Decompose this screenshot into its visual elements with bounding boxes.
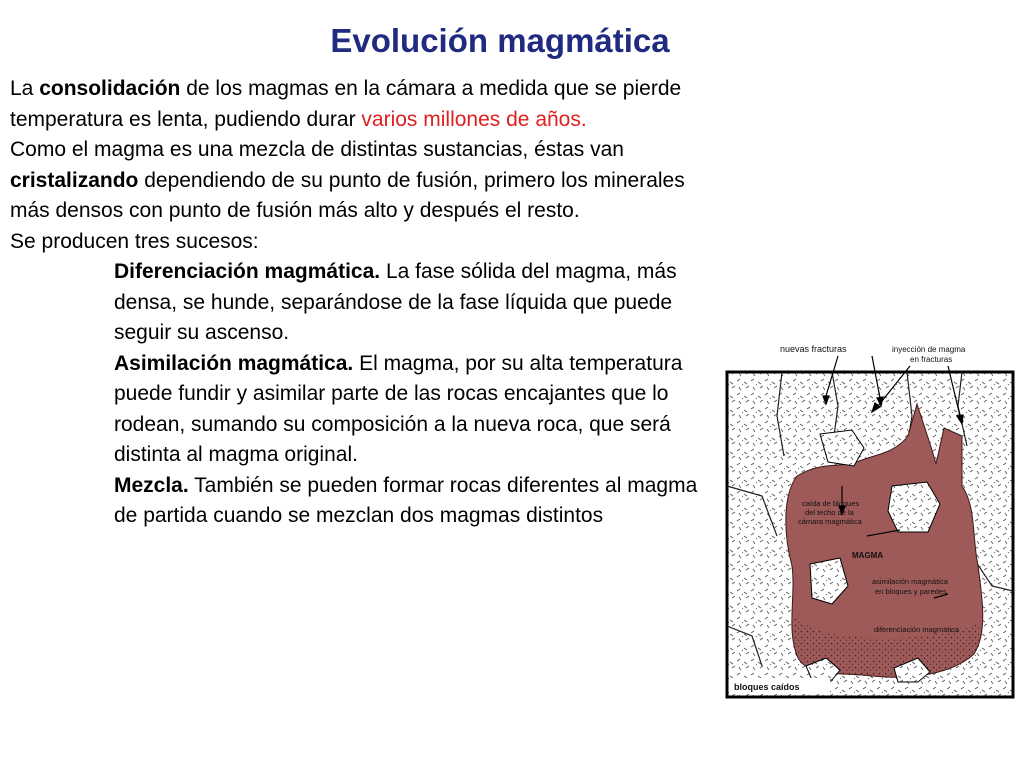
label-injection-1: inyección de magma (892, 345, 966, 354)
event-term: Asimilación magmática. (114, 351, 354, 375)
text-segment: La (10, 77, 40, 100)
event-differentiation (10, 257, 720, 349)
label-differentiation: diferenciación magmática (874, 625, 960, 634)
event-text: El magma, por su alta temperatura puede fundir y asimilar parte de las rocas encajantes que lo rodean, sumando su composición a la nueva roca, que será distinta al magma original. (114, 351, 683, 466)
label-assimilation-2: en bloques y paredes (875, 587, 947, 596)
bold-term-cristalizando: cristalizando (10, 168, 139, 192)
highlight-duration: varios millones de años. (361, 107, 587, 131)
label-fallen-blocks: bloques caídos (734, 682, 800, 692)
event-text: También se pueden formar rocas diferentes al magma de partida cuando se mezclan dos magmas distintos (114, 473, 698, 527)
paragraph-events-intro: Se producen tres sucesos: (10, 229, 259, 253)
paragraph-crystallization (10, 135, 720, 227)
event-term: Diferenciación magmática. (114, 260, 381, 283)
label-injection-2: en fracturas (910, 355, 953, 364)
text-segment: dependiendo de su punto de fusión, primero los minerales más densos con punto de fusión más alto y después el resto. (10, 168, 685, 222)
bold-term-consolidacion: consolidación (39, 77, 181, 100)
event-assimilation (10, 349, 720, 471)
event-text: La fase sólida del magma, más densa, se hunde, separándose de la fase líquida que puede seguir su ascenso. (114, 260, 677, 344)
event-term: Mezcla. (114, 473, 189, 497)
label-new-fractures: nuevas fracturas (780, 344, 847, 354)
label-roof-3: cámara magmática (798, 517, 862, 526)
label-magma: MAGMA (852, 551, 884, 560)
text-segment: Como el magma es una mezcla de distintas sustancias, éstas van (10, 138, 624, 161)
magma-chamber-diagram (722, 336, 1016, 700)
body-text (10, 74, 720, 532)
slide-title: Evolución magmática (330, 22, 670, 59)
label-roof-2: del techo de la (805, 508, 854, 517)
label-roof-1: caída de bloques (802, 499, 860, 508)
event-mixing (10, 471, 720, 532)
label-assimilation-1: asimilación magmática (872, 577, 948, 586)
paragraph-consolidation (10, 74, 720, 135)
text-segment: de los magmas en la cámara a medida que se pierde temperatura es lenta, pudiendo durar (10, 77, 682, 131)
